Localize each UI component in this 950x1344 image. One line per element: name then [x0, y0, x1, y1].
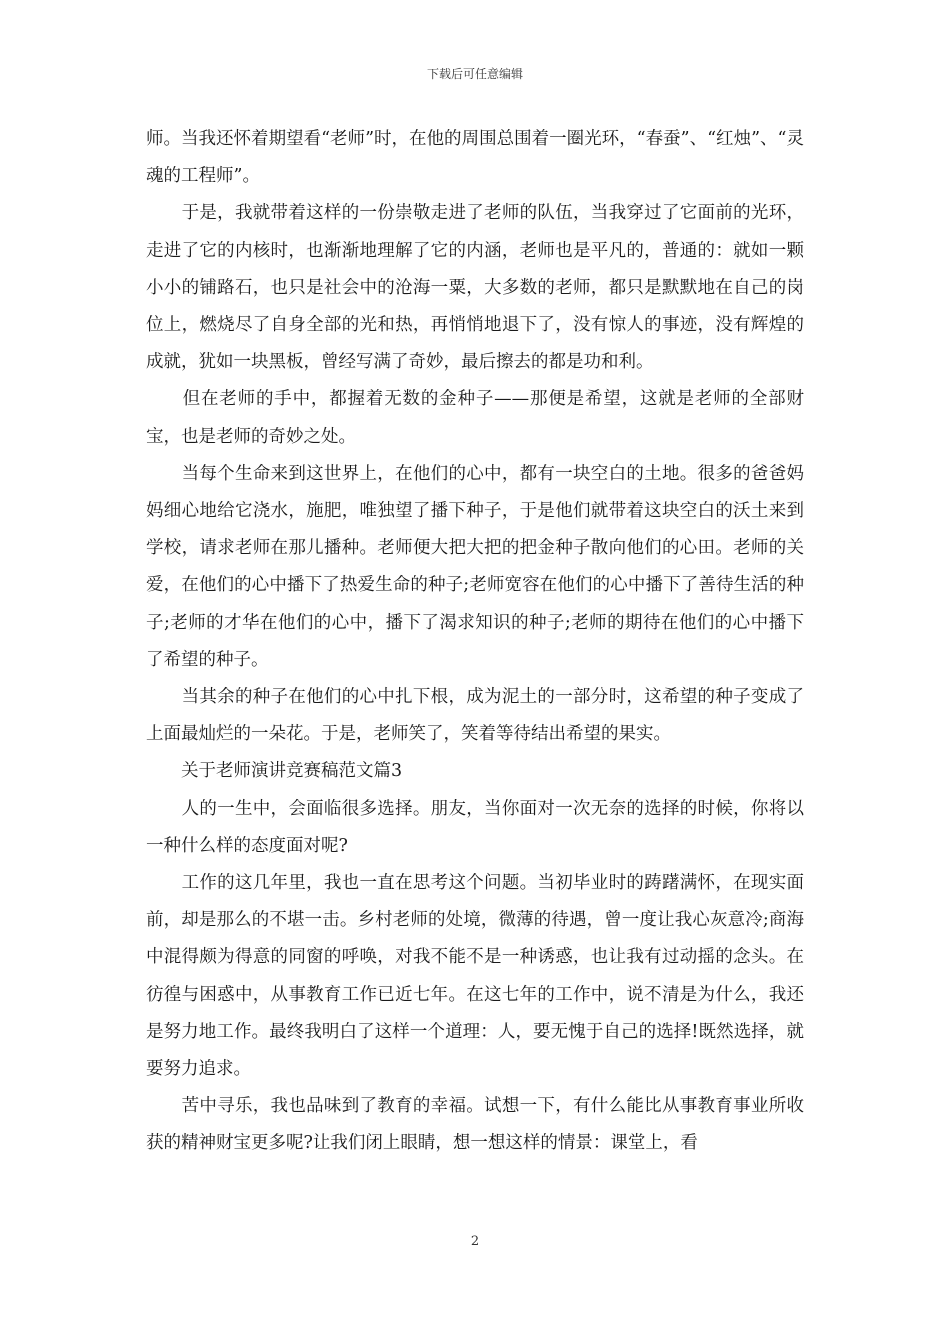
paragraph-5: 当其余的种子在他们的心中扎下根，成为泥土的一部分时，这希望的种子变成了上面最灿烂的一朵花。于是，老师笑了，笑着等待结出希望的果实。: [146, 687, 804, 745]
paragraph-2: 于是，我就带着这样的一份崇敬走进了老师的队伍，当我穿过了它面前的光环，走进了它的内核时，也渐渐地理解了它的内涵，老师也是平凡的，普通的：就如一颗小小的铺路石，也只是社会中的沧海一粟，大多数的老师，都只是默默地在自己的岗位上，燃烧尽了自身全部的光和热，再悄悄地退下了，没有惊人的事迹，没有辉煌的成就，犹如一块黑板，曾经写满了奇妙，最后擦去的都是功和利。: [146, 203, 804, 373]
header-text: 下载后可任意编辑: [426, 67, 523, 81]
page-number: 2: [470, 1234, 480, 1249]
paragraph-6: 人的一生中，会面临很多选择。朋友，当你面对一次无奈的选择的时候，你将以一种什么样的态度面对呢?: [146, 798, 804, 856]
page-footer: [0, 1234, 950, 1250]
paragraph-1: 师。当我还怀着期望看“老师”时，在他的周围总围着一圈光环，“春蚕”、“红烛”、“灵魂的工程师”。: [146, 129, 804, 187]
paragraph-3: 但在老师的手中，都握着无数的金种子——那便是希望，这就是老师的全部财宝，也是老师的奇妙之处。: [146, 389, 804, 447]
page-header: [0, 66, 950, 82]
paragraph-8: 苦中寻乐，我也品味到了教育的幸福。试想一下，有什么能比从事教育事业所收获的精神财宝更多呢?让我们闭上眼睛，想一想这样的情景：课堂上，看: [146, 1096, 804, 1154]
paragraph-4: 当每个生命来到这世界上，在他们的心中，都有一块空白的土地。很多的爸爸妈妈细心地给它浇水，施肥，唯独望了播下种子，于是他们就带着这块空白的沃土来到学校，请求老师在那儿播种。老师便大把大把的把金种子散向他们的心田。老师的关爱，在他们的心中播下了热爱生命的种子;老师宽容在他们的心中播下了善待生活的种子;老师的才华在他们的心中，播下了渴求知识的种子;老师的期待在他们的心中播下了希望的种子。: [146, 463, 804, 670]
document-body: [146, 121, 804, 1163]
paragraph-7: 工作的这几年里，我也一直在思考这个问题。当初毕业时的踌躇满怀，在现实面前，却是那么的不堪一击。乡村老师的处境，微薄的待遇，曾一度让我心灰意冷;商海中混得颇为得意的同窗的呼唤，对我不能不是一种诱惑，也让我有过动摇的念头。在彷徨与困惑中，从事教育工作已近七年。在这七年的工作中，说不清是为什么，我还是努力地工作。最终我明白了这样一个道理：人，要无愧于自己的选择!既然选择，就要努力追求。: [146, 873, 804, 1080]
section-heading: 关于老师演讲竞赛稿范文篇3: [146, 761, 403, 782]
